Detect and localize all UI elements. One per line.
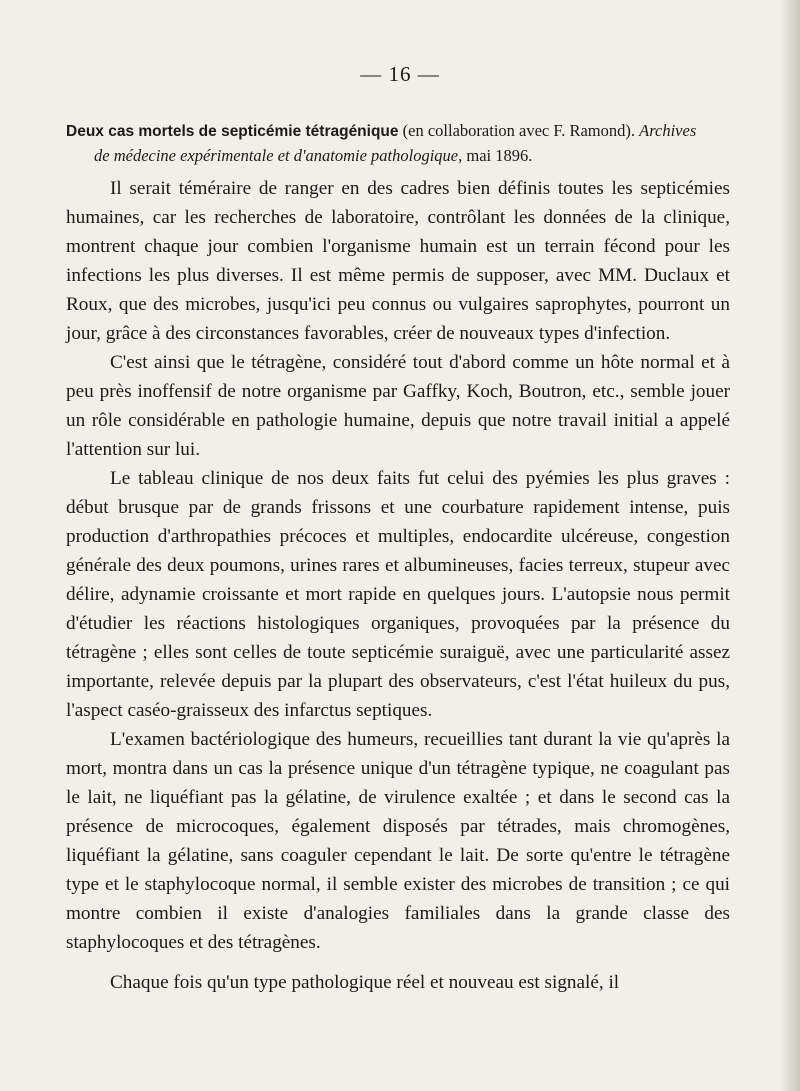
- publication-date: mai 1896.: [462, 146, 533, 165]
- paragraph-1: Il serait téméraire de ranger en des cadres bien définis toutes les septicémies humaines, car les recherches de laboratoire, contrôlant les données de la clinique, montrent chaque jour combien l'organisme humain est un terrain fécond pour les infections les plus diverses. Il est même permis de supposer, avec MM. Duclaux et Roux, que des microbes, jusqu'ici peu connus ou vulgaires saprophytes, pourront un jour, grâce à des circonstances favorables, créer de nouveaux types d'infection.: [66, 178, 730, 344]
- page-number: — 16 —: [360, 62, 440, 86]
- paragraph-5: Chaque fois qu'un type pathologique réel et nouveau est signalé, il: [110, 972, 620, 993]
- collaboration-note: (en collaboration avec F. Ramond).: [398, 121, 640, 140]
- paragraph-3: Le tableau clinique de nos deux faits fut celui des pyémies les plus graves : début brusque par de grands frissons et une courbature rapidement intense, puis production d'arthropathies précoces et multiples, endocardite ulcéreuse, congestion générale des deux poumons, urines rares et albumineuses, facies terreux, stupeur avec délire, adynamie croissante et mort rapide en quelques jours. L'autopsie nous permit d'étudier les réactions histologiques organiques, provoquées par la présence du tétragène ; elles sont celles de toute septicémie suraiguë, avec une particularité assez importante, relevée depuis par la plupart des observateurs, c'est l'état huileux du pus, l'aspect caséo-graisseux des infarctus septiques.: [66, 468, 730, 721]
- paragraph-2: C'est ainsi que le tétragène, considéré tout d'abord comme un hôte normal et à peu près inoffensif de notre organisme par Gaffky, Koch, Boutron, etc., semble jouer un rôle considérable en pathologie humaine, depuis que notre travail initial a appelé l'attention sur lui.: [66, 352, 730, 460]
- article-title: Deux cas mortels de septicémie tétragénique: [66, 123, 399, 140]
- page-edge-shadow: [780, 0, 800, 1091]
- publication-heading: [66, 119, 738, 168]
- heading-second-line: [66, 144, 738, 168]
- journal-name-part1: Archives: [639, 121, 697, 140]
- body-text: [66, 174, 730, 997]
- journal-name-part2: de médecine expérimentale et d'anatomie pathologique,: [94, 146, 463, 165]
- paragraph-4: L'examen bactériologique des humeurs, recueillies tant durant la vie qu'après la mort, montra dans un cas la présence unique d'un tétragène typique, ne coagulant pas le lait, ne liquéfiant pas la gélatine, de virulence exaltée ; et dans le second cas la présence de microcoques, également disposés par tétrades, mais chromogènes, liquéfiant la gélatine, sans coaguler cependant le lait. De sorte qu'entre le tétragène type et le staphylocoque normal, il semble exister des microbes de transition ; ce qui montre combien il existe d'analogies familiales dans la grande classe des staphylocoques et des tétragènes.: [66, 729, 730, 953]
